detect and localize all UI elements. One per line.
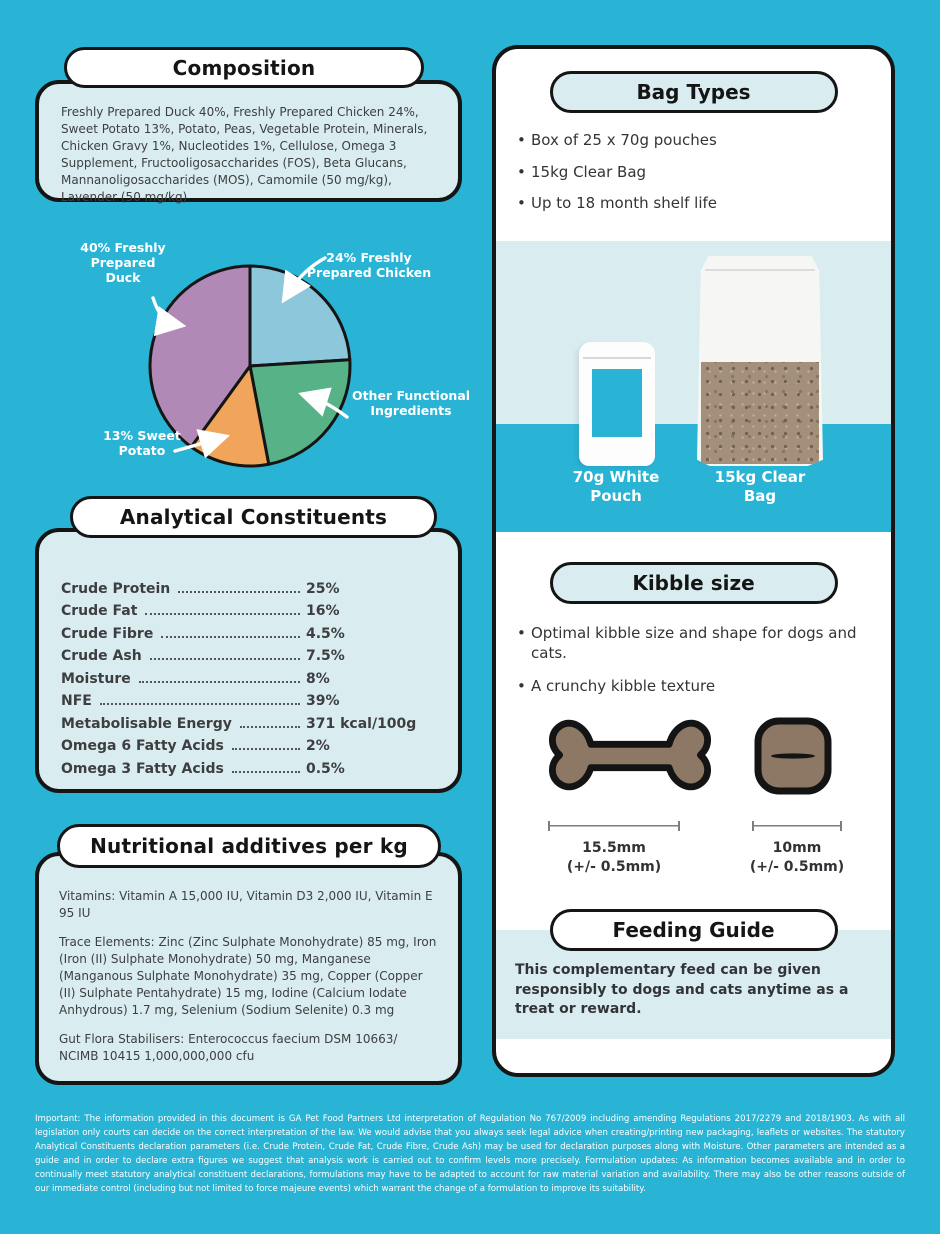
row-label: Crude Ash xyxy=(61,648,142,664)
dot-leader xyxy=(150,658,300,660)
table-row xyxy=(61,754,436,777)
row-value: 39% xyxy=(306,693,340,709)
dot-leader xyxy=(240,726,300,728)
pouch-label: 70g White Pouch xyxy=(572,468,660,505)
row-label: Crude Protein xyxy=(61,580,171,597)
feeding-guide-title: Feeding Guide xyxy=(612,918,775,942)
table-row xyxy=(61,687,436,710)
bone-measure-bracket xyxy=(548,821,680,831)
row-label: Omega 3 Fatty Acids xyxy=(61,760,224,777)
bag-display-band xyxy=(496,241,891,424)
clear-bag-15kg-image xyxy=(697,256,823,466)
dot-leader xyxy=(232,748,300,750)
bag-types-title: Bag Types xyxy=(636,80,751,104)
row-label: NFE xyxy=(61,693,92,709)
square-size-label xyxy=(734,839,860,877)
list-item: • Box of 25 x 70g pouches xyxy=(516,131,886,151)
size-value: 15.5mm xyxy=(582,840,646,856)
nutritional-card xyxy=(35,852,462,1085)
gut-flora-paragraph: Gut Flora Stabilisers: Enterococcus faecium DSM 10663/ NCIMB 10415 1,000,000,000 cfu xyxy=(59,1032,398,1064)
bag-kibble-fill xyxy=(701,362,819,464)
dot-leader xyxy=(178,591,300,593)
analytical-title: Analytical Constituents xyxy=(119,505,388,529)
composition-card xyxy=(35,80,462,205)
nutritional-header xyxy=(57,824,441,868)
row-value: 8% xyxy=(306,670,330,687)
row-label: Omega 6 Fatty Acids xyxy=(61,738,224,754)
table-row xyxy=(61,574,436,597)
list-item: • Optimal kibble size and shape for dogs and cats. xyxy=(516,624,886,663)
table-row xyxy=(61,642,436,665)
row-value: 4.5% xyxy=(306,625,345,642)
table-row xyxy=(61,597,436,620)
legal-fine-print: Important: The information provided in this document is GA Pet Food Partners Ltd interpretation of Regulation No 767/2009 including amending Regulations 2017/2279 and 2018/1903. As with all legislation only courts can decide on the correct interpretation of the law. We would advise that you always seek legal advice when creating/printing new packaging, leaflets or websites. The statutory Analytical Constituents declaration parameters (i.e. Crude Protein, Crude Fat, Crude Fibre, Crude Ash) may be used for declaration purposes along with Moisture. Other parameters are intended as a guide and in order to declare extra figures we suggest that analysis work is carried out to confirm levels more precisely. Formulation updates: As information becomes available and in order to continually meet statutory analytical constituent declarations, formulations may have to be adapted to account for raw material variation and availability. There may also be other reasons outside of our immediate control (including but not limited to force majeure events) which warrant the change of a formulation to improve its suitability. xyxy=(35,1114,905,1194)
composition-header xyxy=(64,47,424,88)
nutritional-body xyxy=(39,856,458,1065)
trace-elements-paragraph: Trace Elements: Zinc (Zinc Sulphate Monohydrate) 85 mg, Iron (Iron (II) Sulphate Monohydrate) 50 mg, Manganese (Manganous Sulphate Monohydrate) 35 mg, Copper (Copper (II) Sulphate Pentahydrate) 15 mg, Iodine (Calcium Iodate Anhydrous) 1.7 mg, Selenium (Sodium Selenite) 0.3 mg xyxy=(59,935,437,1018)
dot-leader xyxy=(139,681,300,683)
bag-types-header xyxy=(550,71,838,113)
size-tolerance: (+/- 0.5mm) xyxy=(749,858,845,875)
table-row xyxy=(61,664,436,687)
pouch-window xyxy=(592,369,642,437)
square-measure-bracket xyxy=(752,821,842,831)
row-value: 2% xyxy=(306,738,330,754)
nutritional-title: Nutritional additives per kg xyxy=(90,834,408,858)
size-tolerance: (+/- 0.5mm) xyxy=(566,858,662,875)
bone-kibble-icon xyxy=(542,714,718,802)
dot-leader xyxy=(232,771,300,773)
row-value: 16% xyxy=(306,603,340,619)
row-value: 7.5% xyxy=(306,648,345,664)
dot-leader xyxy=(145,613,300,615)
size-value: 10mm xyxy=(772,840,822,856)
right-panel xyxy=(492,45,895,1077)
kibble-list xyxy=(516,624,886,711)
list-item: • A crunchy kibble texture xyxy=(516,677,886,697)
analytical-card xyxy=(35,528,462,793)
kibble-size-title: Kibble size xyxy=(632,571,755,595)
row-value: 371 kcal/100g xyxy=(306,715,417,732)
feeding-guide-header xyxy=(550,909,838,951)
composition-body: Freshly Prepared Duck 40%, Freshly Prepared Chicken 24%, Sweet Potato 13%, Potato, Peas, Vegetable Protein, Minerals, Chicken Gravy 1%, Nucleotides 1%, Cellulose, Omega 3 Supplement, Fructooligosaccharides (FOS), Beta Glucans, Mannanoligosaccharides (MOS), Camomile (50 mg/kg), Lavender (50 mg/kg) xyxy=(61,105,428,205)
dot-leader xyxy=(100,703,300,705)
table-row xyxy=(61,732,436,755)
row-label: Crude Fibre xyxy=(61,625,154,642)
bone-size-label xyxy=(558,839,670,877)
pie-slice-chicken xyxy=(250,266,350,366)
pie-label-sweet-potato: 13% Sweet Potato xyxy=(103,428,181,458)
analytical-table xyxy=(39,532,458,777)
list-item: • 15kg Clear Bag xyxy=(516,163,886,183)
table-row xyxy=(61,709,436,732)
square-kibble-icon xyxy=(754,717,832,799)
row-value: 0.5% xyxy=(306,760,345,777)
clear-bag-label: 15kg Clear Bag xyxy=(714,468,806,505)
pie-label-other-functional: Other Functional Ingredients xyxy=(351,388,471,418)
table-row xyxy=(61,619,436,642)
row-value: 25% xyxy=(306,580,340,597)
row-label: Moisture xyxy=(61,670,131,687)
row-label: Crude Fat xyxy=(61,603,138,619)
pie-label-duck: 40% Freshly Prepared Duck xyxy=(80,240,166,285)
bag-types-list xyxy=(516,131,886,226)
kibble-size-header xyxy=(550,562,838,604)
row-label: Metabolisable Energy xyxy=(61,715,232,732)
composition-title: Composition xyxy=(172,55,316,80)
dot-leader xyxy=(161,636,300,638)
pouch-70g-image xyxy=(579,342,655,466)
vitamins-paragraph: Vitamins: Vitamin A 15,000 IU, Vitamin D3 2,000 IU, Vitamin E 95 IU xyxy=(59,889,433,921)
analytical-header xyxy=(70,496,437,538)
pie-label-chicken: 24% Freshly Prepared Chicken xyxy=(306,250,432,280)
list-item: • Up to 18 month shelf life xyxy=(516,194,886,214)
feeding-guide-body: This complementary feed can be given responsibly to dogs and cats anytime as a treat or reward. xyxy=(515,962,849,1018)
